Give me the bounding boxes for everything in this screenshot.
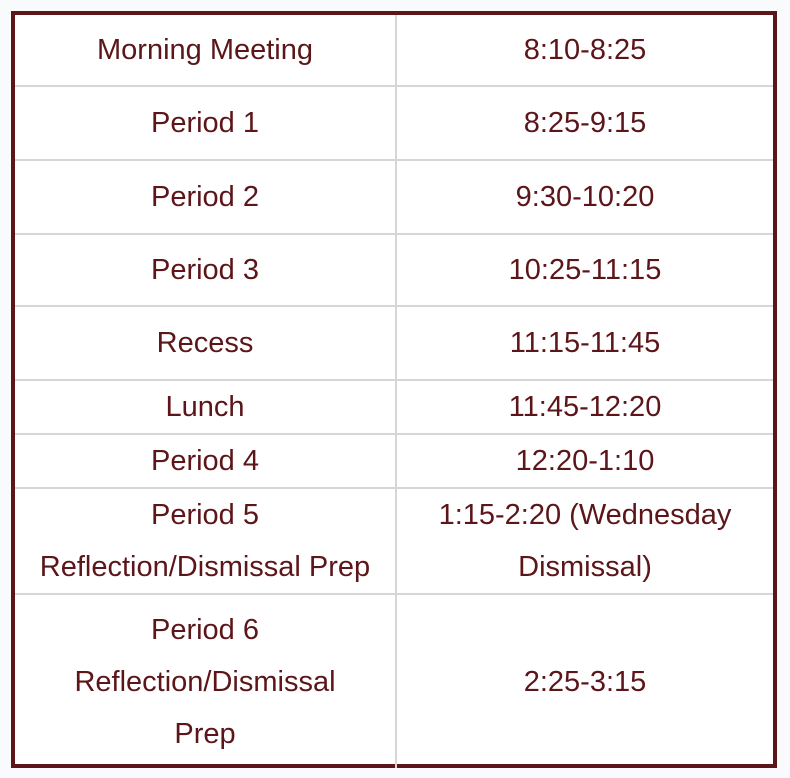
- period-label: Period 4: [150, 445, 259, 477]
- time-cell: [396, 380, 773, 434]
- period-label-cell: [15, 434, 396, 488]
- period-label: Period 5: [150, 499, 259, 531]
- table-row: [15, 594, 773, 768]
- time-range: 8:25-9:15: [523, 107, 647, 139]
- time-cell: [396, 15, 773, 86]
- table-row: [15, 488, 773, 594]
- time-cell: [396, 234, 773, 306]
- period-label-cell: [15, 15, 396, 86]
- period-label: Recess: [156, 327, 254, 359]
- period-label: Period 3: [150, 254, 259, 286]
- period-label-subtitle: Reflection/Dismissal Prep: [39, 551, 371, 583]
- time-range-note: Dismissal): [518, 551, 652, 583]
- table-row: [15, 234, 773, 306]
- period-label-cell: [15, 234, 396, 306]
- table-row: [15, 306, 773, 380]
- time-cell: [396, 488, 773, 594]
- time-cell: [396, 86, 773, 160]
- period-label-cell: [15, 160, 396, 234]
- period-label-cell: [15, 380, 396, 434]
- time-cell: [396, 160, 773, 234]
- period-label-cell: [15, 86, 396, 160]
- table-row: [15, 15, 773, 86]
- period-label-cell: [15, 488, 396, 594]
- time-range: 11:45-12:20: [508, 391, 662, 423]
- table-row: [15, 380, 773, 434]
- period-label: Lunch: [165, 391, 245, 423]
- table-row: [15, 160, 773, 234]
- table-row: [15, 86, 773, 160]
- period-label: Period 6: [150, 613, 259, 646]
- time-cell: [396, 594, 773, 768]
- schedule-table-frame: [11, 11, 777, 768]
- period-label: Period 2: [150, 181, 259, 213]
- time-cell: [396, 306, 773, 380]
- time-range: 9:30-10:20: [515, 181, 655, 213]
- time-range: 2:25-3:15: [523, 665, 647, 698]
- schedule-table: [15, 15, 773, 768]
- time-cell: [396, 434, 773, 488]
- time-range: 10:25-11:15: [508, 254, 662, 286]
- period-label-subtitle: Reflection/Dismissal: [74, 665, 336, 698]
- time-range: 8:10-8:25: [523, 34, 647, 66]
- period-label: Period 1: [150, 107, 259, 139]
- period-label-subtitle: Prep: [174, 717, 236, 750]
- period-label-cell: [15, 306, 396, 380]
- time-range: 1:15-2:20 (Wednesday: [438, 499, 732, 531]
- time-range: 12:20-1:10: [515, 445, 655, 477]
- period-label: Morning Meeting: [97, 34, 313, 66]
- table-row: [15, 434, 773, 488]
- period-label-cell: [15, 594, 396, 768]
- time-range: 11:15-11:45: [509, 327, 661, 359]
